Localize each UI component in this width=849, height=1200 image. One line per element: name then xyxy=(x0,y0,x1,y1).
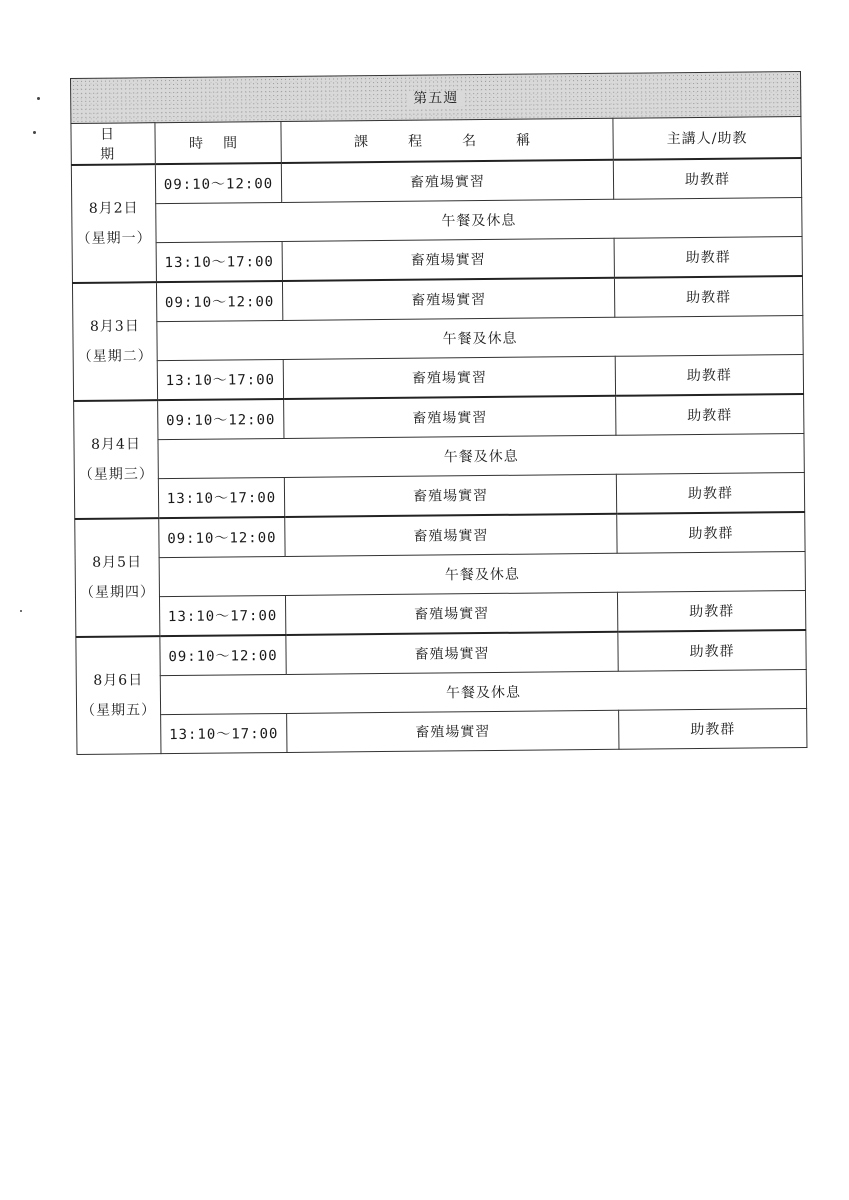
table-row xyxy=(72,236,802,283)
course-cell: 畜殖場實習 xyxy=(282,238,614,281)
course-cell: 畜殖場實習 xyxy=(284,474,616,517)
header-row xyxy=(71,116,801,165)
course-cell: 畜殖場實習 xyxy=(285,592,617,635)
teacher-cell: 助教群 xyxy=(616,394,804,435)
schedule-table xyxy=(70,71,807,755)
lunch-cell: 午餐及休息 xyxy=(158,433,804,478)
lunch-cell: 午餐及休息 xyxy=(160,669,806,714)
time-cell: 13:10～17:00 xyxy=(159,595,285,636)
lunch-cell: 午餐及休息 xyxy=(156,197,802,242)
teacher-cell: 助教群 xyxy=(614,276,802,317)
teacher-cell: 助教群 xyxy=(619,708,807,749)
time-cell: 13:10～17:00 xyxy=(157,359,283,400)
weekday-text: （星期二） xyxy=(77,348,153,365)
weekday-text: （星期四） xyxy=(79,584,156,601)
time-cell: 09:10～12:00 xyxy=(155,163,281,204)
time-cell: 09:10～12:00 xyxy=(158,399,284,440)
lunch-cell: 午餐及休息 xyxy=(159,551,805,596)
teacher-cell: 助教群 xyxy=(613,158,801,199)
header-course: 課程名稱 xyxy=(281,118,613,163)
table-row xyxy=(73,354,803,401)
header-date: 日期 xyxy=(71,123,155,165)
schedule-sheet xyxy=(70,71,806,755)
teacher-cell: 助教群 xyxy=(617,590,805,631)
time-cell: 13:10～17:00 xyxy=(156,241,282,282)
weekday-text: （星期一） xyxy=(76,230,152,247)
title-row xyxy=(71,71,801,123)
scan-speck xyxy=(37,97,40,100)
date-cell xyxy=(75,518,160,637)
course-cell: 畜殖場實習 xyxy=(283,356,615,399)
teacher-cell: 助教群 xyxy=(616,472,804,513)
scan-speck xyxy=(20,610,22,612)
weekday-text: （星期五） xyxy=(80,702,157,719)
teacher-cell: 助教群 xyxy=(618,630,806,671)
teacher-cell: 助教群 xyxy=(617,512,805,553)
week-title xyxy=(71,71,801,123)
date-text: 8月6日 xyxy=(93,672,144,689)
date-cell xyxy=(71,164,156,283)
date-text: 8月4日 xyxy=(91,436,142,453)
teacher-cell: 助教群 xyxy=(614,236,802,277)
course-cell: 畜殖場實習 xyxy=(285,514,617,557)
teacher-cell: 助教群 xyxy=(615,354,803,395)
course-cell: 畜殖場實習 xyxy=(281,160,613,203)
scan-speck xyxy=(33,131,36,134)
date-cell xyxy=(76,636,161,754)
table-row xyxy=(76,630,806,677)
weekday-text: （星期三） xyxy=(78,466,154,483)
header-teacher: 主講人/助教 xyxy=(613,116,801,159)
header-time: 時間 xyxy=(155,121,281,164)
course-cell: 畜殖場實習 xyxy=(286,632,618,675)
week-title-text: 第五週 xyxy=(407,90,464,107)
date-cell xyxy=(72,282,157,401)
date-text: 8月2日 xyxy=(88,200,139,217)
date-cell xyxy=(74,400,159,519)
time-cell: 09:10～12:00 xyxy=(156,281,282,322)
course-cell: 畜殖場實習 xyxy=(287,710,619,752)
table-row xyxy=(71,158,801,205)
course-cell: 畜殖場實習 xyxy=(284,396,616,439)
table-row xyxy=(75,590,805,637)
lunch-cell: 午餐及休息 xyxy=(157,315,803,360)
time-cell: 09:10～12:00 xyxy=(159,517,285,558)
table-row xyxy=(75,512,805,559)
date-text: 8月3日 xyxy=(89,318,140,335)
course-cell: 畜殖場實習 xyxy=(282,278,614,321)
table-row xyxy=(77,708,807,754)
table-row xyxy=(74,394,804,441)
table-row xyxy=(74,472,804,519)
table-row xyxy=(72,276,802,323)
time-cell: 13:10～17:00 xyxy=(161,713,287,753)
date-text: 8月5日 xyxy=(92,554,143,571)
time-cell: 13:10～17:00 xyxy=(158,477,284,518)
time-cell: 09:10～12:00 xyxy=(160,635,286,676)
